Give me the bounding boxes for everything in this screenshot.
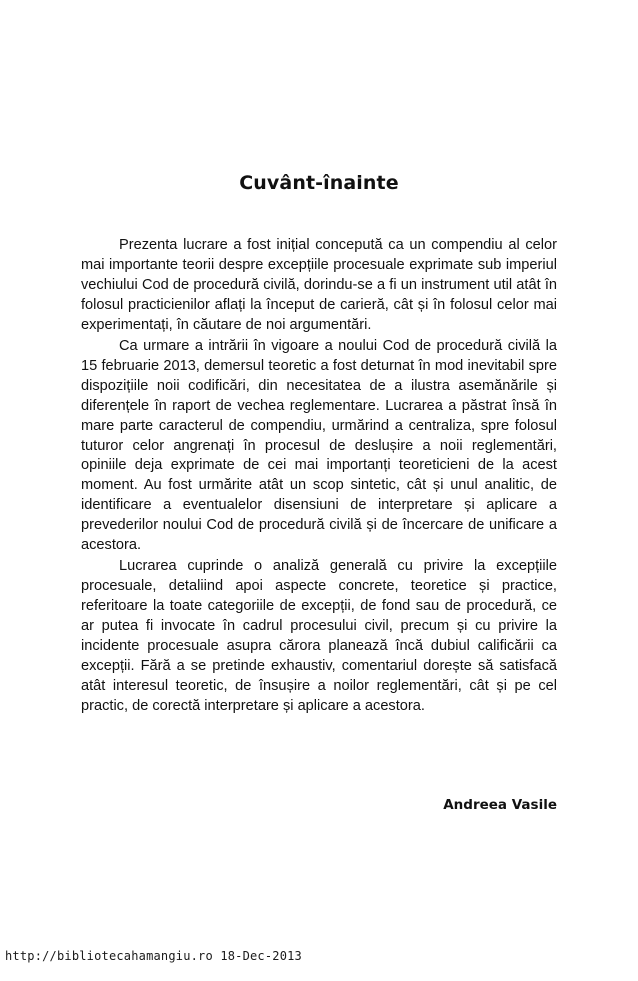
paragraph-1: Prezenta lucrare a fost inițial concepută ca un compendiu al celor mai importante teorii despre excepțiile procesuale exprimate sub imperiul vechiului Cod de procedură civilă, dorindu-se a fi un instrument util atât în folosul practicienilor aflați la început de carieră, cât și în folosul celor mai experimentați, în căutare de noi argumentări. bbox=[81, 237, 557, 333]
author-signature: Andreea Vasile bbox=[443, 797, 557, 813]
footer-url-stamp: http://bibliotecahamangiu.ro 18-Dec-2013 bbox=[5, 949, 302, 963]
page-title: Cuvânt-înainte bbox=[239, 172, 399, 194]
paragraph-2: Ca urmare a intrării în vigoare a noului Cod de procedură civilă la 15 februarie 2013, demersul teoretic a fost deturnat în mod inevitabil spre dispozițiile noii codificări, din necesitatea de a ilustra asemănările și diferențele în raport de vechea reglementare. Lucrarea a păstrat însă în mare parte caracterul de compendiu, urmărind a centraliza, spre folosul tuturor celor angrenați în procesul de deslușire a noii reglementări, opiniile deja exprimate de cei mai importanți teoreticieni de la acest moment. Au fost urmărite atât un scop sintetic, cât și unul analitic, de identificare a eventualelor disensiuni de interpretare și aplicare a prevederilor noului Cod de procedură civilă și de încercare de unificare a acestora. bbox=[81, 337, 557, 554]
paragraph-3: Lucrarea cuprinde o analiză generală cu privire la excepțiile procesuale, detaliind apoi aspecte concrete, teoretice și practice, referitoare la toate categoriile de excepții, de fond sau de procedură, ce ar putea fi invocate în cadrul procesului civil, precum și cu privire la incidente procesuale asupra cărora planează încă dubiul calificării ca excepții. Fără a se pretinde exhaustiv, comentariul dorește să satisfacă atât interesul teoretic, de însușire a noilor reglementări, cât și pe cel practic, de corectă interpretare și aplicare a acestora. bbox=[81, 558, 557, 714]
foreword-body bbox=[81, 236, 557, 717]
